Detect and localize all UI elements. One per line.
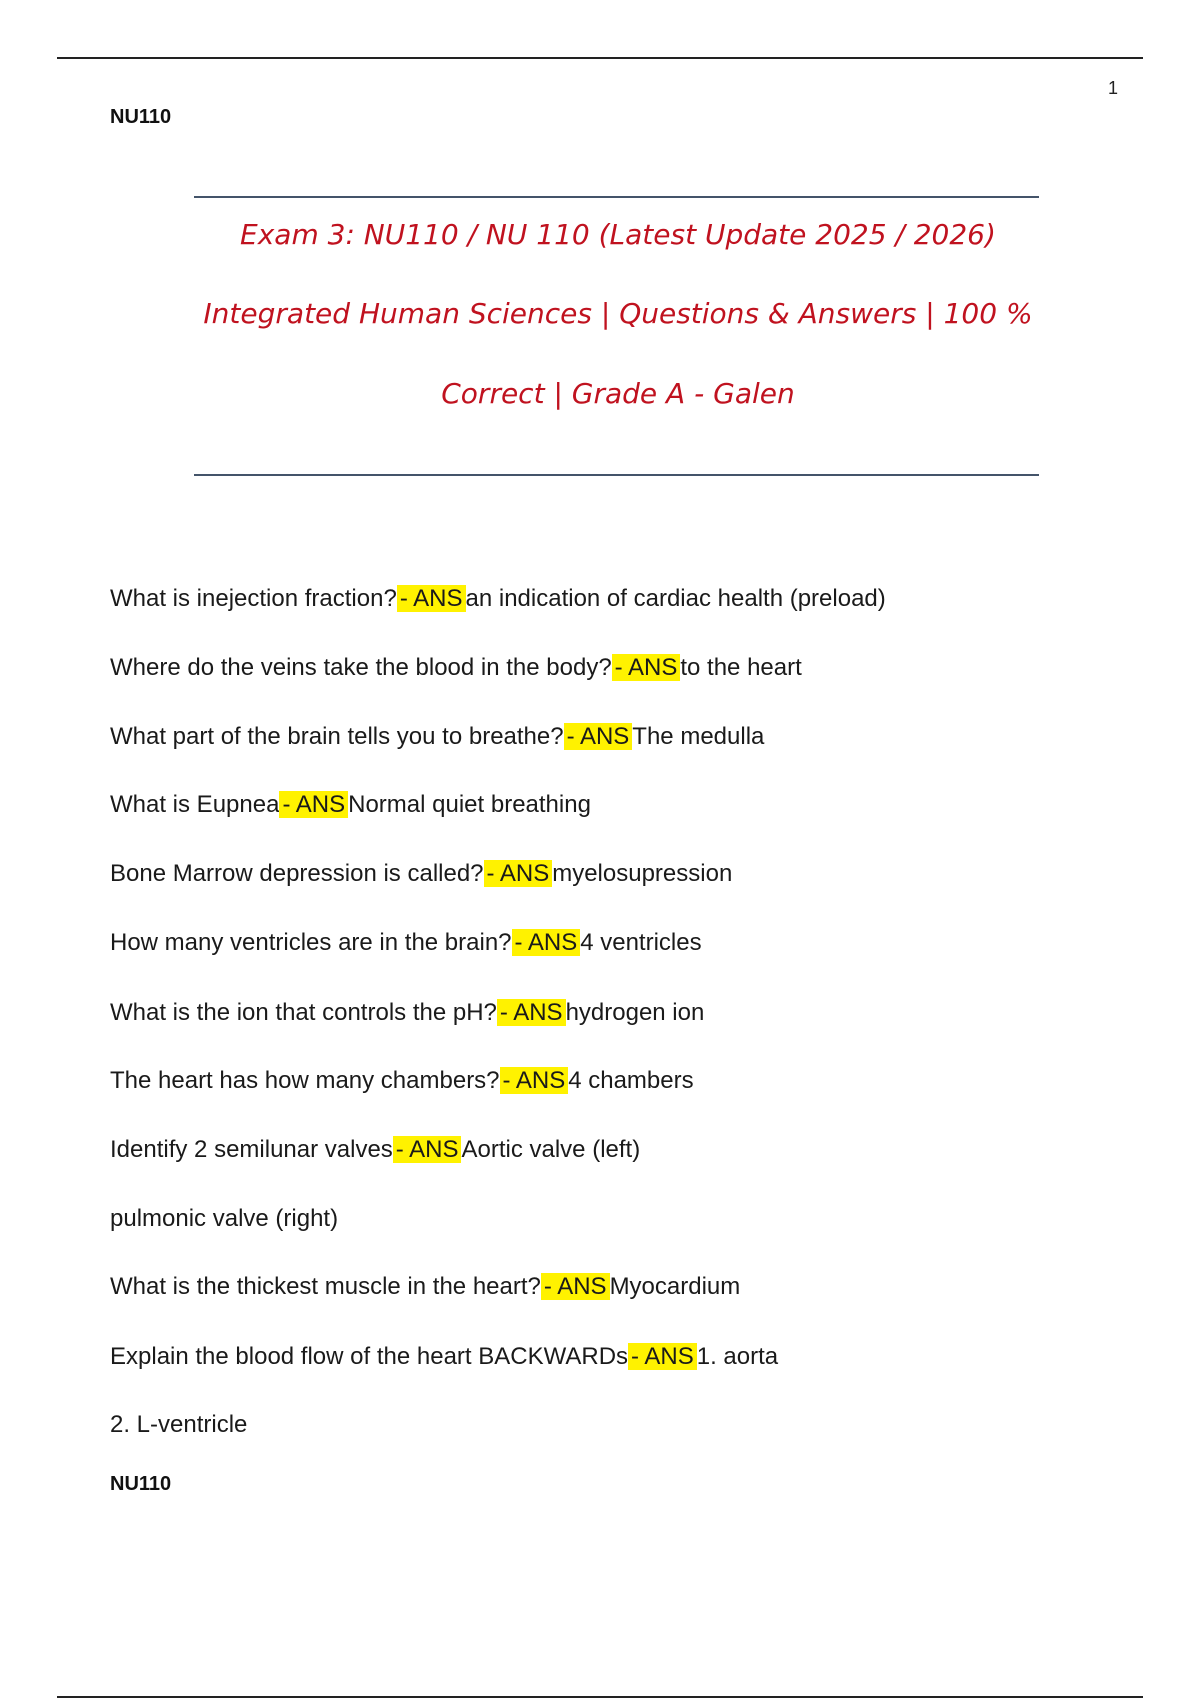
qa-item <box>110 1338 778 1376</box>
question-text: Explain the blood flow of the heart BACKWARDs <box>110 1343 629 1370</box>
answer-continuation: pulmonic valve (right) <box>110 1205 339 1232</box>
page-number: 1 <box>1108 78 1119 98</box>
top-page-rule <box>57 57 1143 59</box>
running-footer: NU110 <box>110 1473 172 1495</box>
answer-text: Normal quiet breathing <box>348 791 591 818</box>
answer-text: hydrogen ion <box>565 999 705 1026</box>
question-text: Identify 2 semilunar valves <box>110 1136 393 1163</box>
answer-text: Myocardium <box>609 1273 741 1300</box>
ans-highlight: - ANS <box>393 1136 462 1163</box>
ans-highlight: - ANS <box>497 999 566 1026</box>
question-text: What is the ion that controls the pH? <box>110 999 497 1026</box>
ans-highlight: - ANS <box>628 1343 697 1370</box>
ans-highlight: - ANS <box>500 1067 569 1094</box>
title-top-rule <box>194 196 1039 198</box>
qa-item <box>110 786 591 824</box>
answer-text: The medulla <box>632 723 765 750</box>
question-text: What part of the brain tells you to breathe? <box>110 723 564 750</box>
document-title-line-1: Exam 3: NU110 / NU 110 (Latest Update 2025 / 2026) <box>240 218 996 251</box>
question-text: What is Eupnea <box>110 791 280 818</box>
answer-text: to the heart <box>680 654 802 681</box>
question-text: Bone Marrow depression is called? <box>110 860 484 887</box>
ans-highlight: - ANS <box>512 929 581 956</box>
answer-text: myelosupression <box>552 860 733 887</box>
answer-text: 4 chambers <box>568 1067 694 1094</box>
qa-item <box>110 994 704 1032</box>
question-text: What is inejection fraction? <box>110 585 397 612</box>
answer-text: an indication of cardiac health (preload) <box>465 585 886 612</box>
ans-highlight: - ANS <box>564 723 633 750</box>
answer-text: 1. aorta <box>696 1343 779 1370</box>
ans-highlight: - ANS <box>612 654 681 681</box>
qa-item <box>110 718 764 756</box>
bottom-page-rule <box>57 1696 1143 1698</box>
qa-item <box>110 580 886 618</box>
qa-item <box>110 1131 640 1169</box>
document-title-line-2: Integrated Human Sciences | Questions & Answers | 100 % <box>203 297 1033 330</box>
question-text: Where do the veins take the blood in the body? <box>110 654 612 681</box>
ans-highlight: - ANS <box>541 1273 610 1300</box>
answer-text: 4 ventricles <box>580 929 702 956</box>
qa-item <box>110 924 702 962</box>
question-text: The heart has how many chambers? <box>110 1067 500 1094</box>
ans-highlight: - ANS <box>397 585 466 612</box>
qa-item <box>110 649 802 687</box>
qa-item <box>110 1062 694 1100</box>
answer-text: Aortic valve (left) <box>461 1136 641 1163</box>
qa-item <box>110 1268 740 1306</box>
question-text: What is the thickest muscle in the heart? <box>110 1273 541 1300</box>
ans-highlight: - ANS <box>279 791 348 818</box>
title-bottom-rule <box>194 474 1039 476</box>
qa-item <box>110 855 732 893</box>
document-title-line-3: Correct | Grade A - Galen <box>441 377 795 410</box>
answer-continuation: 2. L-ventricle <box>110 1411 248 1438</box>
running-header: NU110 <box>110 106 172 128</box>
ans-highlight: - ANS <box>484 860 553 887</box>
question-text: How many ventricles are in the brain? <box>110 929 512 956</box>
